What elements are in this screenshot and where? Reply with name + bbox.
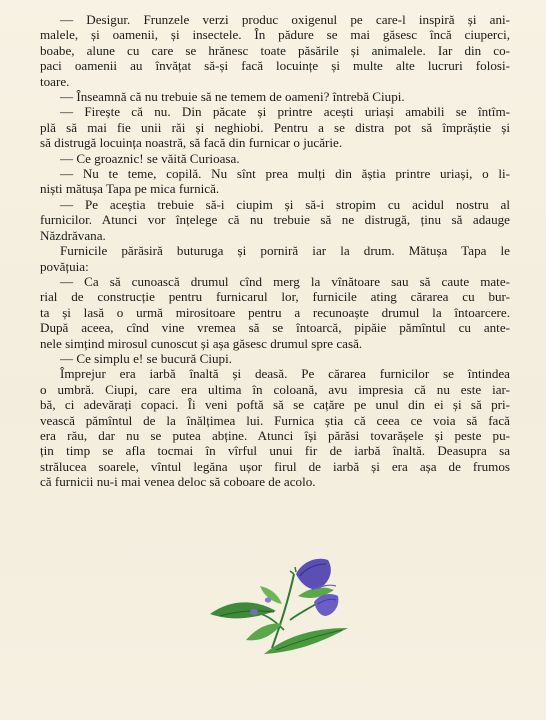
text-line: toare. <box>40 73 70 89</box>
paragraph <box>40 104 510 150</box>
paragraph <box>40 89 510 104</box>
text-line: că furnicii nu-i mai venea deloc să coboare de acolo. <box>40 474 316 490</box>
text-line: — Ce simplu e! se bucură Ciupi. <box>60 350 233 366</box>
text-line: furnicilor. Atunci vor înțelege că nu trebuie să ne distrugă, ținu să adauge <box>40 212 510 228</box>
text-line: o umbră. Ciupi, care era ultima în coloană, avu impresia că nu este iar- <box>40 381 510 397</box>
paragraph <box>40 197 510 243</box>
paragraph <box>40 274 510 351</box>
text-line: — Nu te teme, copilă. Nu sînt prea mulți din ăștia printre uriași, o li- <box>60 166 510 182</box>
text-line: țin timp se afla tocmai în vîrful unui fir de iarbă înaltă. Deasupra sa <box>40 443 510 459</box>
paragraph <box>40 12 510 89</box>
text-line: niști mătușa Tapa pe mica furnică. <box>40 181 220 197</box>
text-line: povățuia: <box>40 258 89 274</box>
paragraph <box>40 151 510 166</box>
text-line: — Pe aceștia trebuie să-i ciupim și să-i stropim cu acidul nostru al <box>60 196 510 212</box>
paragraph <box>40 166 510 197</box>
text-line: era rău, dar nu se putea abține. Atunci își părăsi tovarășele și peste pu- <box>40 427 510 443</box>
text-line: plă să mai fie unii răi și neghiobi. Pentru a se distra pot să împrăștie și <box>40 119 510 135</box>
text-line: Năzdrăvana. <box>40 227 106 243</box>
text-line: ta și lasă o urmă mirositoare pentru a recunoaște drumul la întoarcere. <box>40 304 510 320</box>
text-line: După aceea, cînd vine vremea să se întoarcă, pipăie pămîntul cu ante- <box>40 320 510 336</box>
text-line: Împrejur era iarbă înaltă și deasă. Pe cărarea furnicilor se întindea <box>60 366 510 382</box>
text-line: Furnicile părăsiră buturuga și porniră iar la drum. Mătușa Tapa le <box>60 243 510 259</box>
text-line: — Ca să cunoască drumul cînd merg la vînătoare sau să caute mate- <box>60 273 510 289</box>
paragraph <box>40 243 510 274</box>
text-line: vească pămîntul de la înălțimea lui. Furnica știa că ceea ce voia să facă <box>40 412 510 428</box>
text-line: — Înseamnă că nu trebuie să ne temem de oameni? întrebă Ciupi. <box>60 89 405 105</box>
text-line: bă, ci adevărați copaci. Îi veni poftă să se cațăre pe unul din ei și să pri- <box>40 397 510 413</box>
paragraph <box>40 366 510 489</box>
text-line: strălucea soarele, vîntul legăna ușor firul de iarbă și era așa de frumos <box>40 458 510 474</box>
paragraph <box>40 351 510 366</box>
text-line: să distrugă locuința noastră, să facă din furnicar o jucărie. <box>40 135 343 151</box>
text-line: nele simțind mirosul cunoscut și așa găsesc drumul spre casă. <box>40 335 363 351</box>
text-line: rial de construcție pentru furnicarul lor, furnicile ating cărarea cu bur- <box>40 289 510 305</box>
text-line: — Desigur. Frunzele verzi produc oxigenul pe care-l inspiră și ani- <box>60 12 510 27</box>
text-line: — Firește că nu. Din păcate și printre acești uriași amabili se întîm- <box>60 104 510 120</box>
text-line: malele, și oamenii, și insectele. În pădure se mai găsesc încă ciuperci, <box>40 27 510 43</box>
text-line: boabe, alune cu care se hrănesc toate păsările și animalele. Iar din co- <box>40 42 510 58</box>
text-line: — Ce groaznic! se văită Curioasa. <box>60 150 240 166</box>
bellflower-illustration <box>202 556 358 656</box>
story-text <box>40 12 510 490</box>
text-line: paci oamenii au învățat să-și facă locuințe și multe alte lucruri folosi- <box>40 58 510 74</box>
